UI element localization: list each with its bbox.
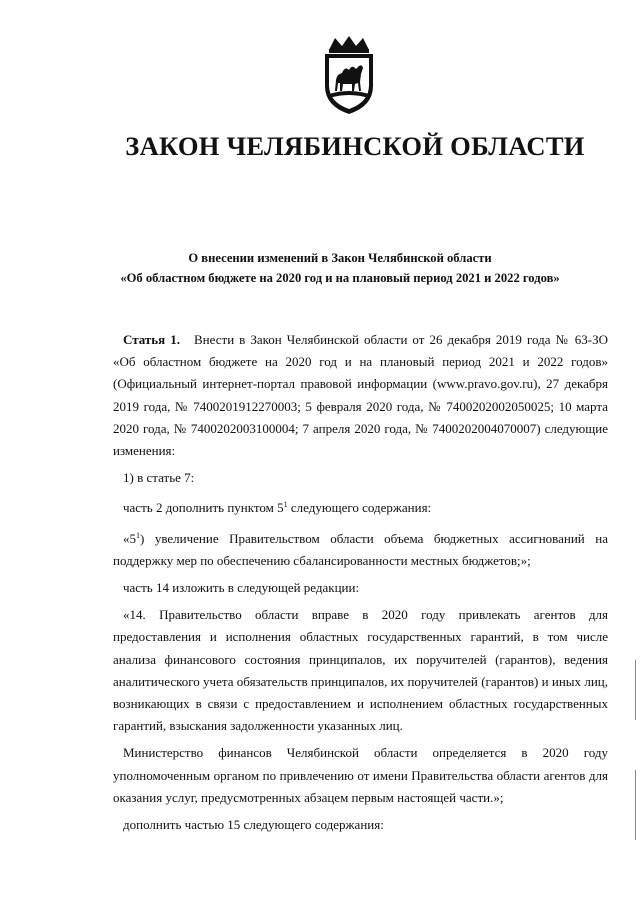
quote-start: «5 <box>123 530 136 546</box>
margin-mark <box>635 770 636 840</box>
ministry-paragraph: Министерство финансов Челябинской области определяется в 2020 году уполномоченным органом по привлечению от имени Правительства области агентов для оказания услуг, предусмотренных абзацем первым настоящей части.»; <box>113 745 608 805</box>
point-5-1-quote <box>113 525 608 572</box>
article-body <box>113 329 608 836</box>
margin-mark <box>635 660 636 720</box>
part-2-text: часть 2 дополнить пунктом 5 <box>123 500 284 516</box>
part-2-text-end: следующего содержания: <box>287 500 432 516</box>
article-intro-text: Внести в Закон Челябинской области от 26 декабря 2019 года № 63-ЗО «Об областном бюджете на 2020 год и на плановый период 2021 и 2022 годов» (Официальный интернет-портал правовой информации (www.pravo.gov.ru), 27 декабря 2019 года, № 7400201912270003; 5 февраля 2020 года, № 7400202002050025; 10 марта 2020 года, № 7400202003100004; 7 апреля 2020 года, № 7400202004070007) следующие изменения: <box>113 332 609 459</box>
chelyabinsk-coat-of-arms-icon <box>315 36 383 116</box>
law-subtitle <box>60 248 620 288</box>
article-intro <box>113 329 608 462</box>
part-15-instruction: дополнить частью 15 следующего содержания: <box>123 817 384 833</box>
subtitle-line-1: О внесении изменений в Закон Челябинской области <box>188 251 492 265</box>
article-label: Статья 1. <box>123 332 181 347</box>
subtitle-line-2: «Об областном бюджете на 2020 год и на плановый период 2021 и 2022 годов» <box>120 271 560 285</box>
part-2-superscript: 1 <box>283 500 288 510</box>
quote-text: ) увеличение Правительством области объема бюджетных ассигнований на поддержку мер по обеспечению сбалансированности местных бюджетов;»; <box>113 530 608 568</box>
item-1: 1) в статье 7: <box>123 470 195 486</box>
part-2-amendment <box>113 494 608 519</box>
law-title: ЗАКОН ЧЕЛЯБИНСКОЙ ОБЛАСТИ <box>125 131 585 161</box>
part-14-text: «14. Правительство области вправе в 2020 году привлекать агентов для предоставления и исполнения областных государственных гарантий, в том числе анализа финансового состояния принципалов, их поручителей (гарантов), ведения аналитического учета обязательств принципалов, их поручителей (гарантов) и иных лиц, возникающих в связи с предоставлением и исполнением областных государственных гарантий, взыскания задолженности указанных лиц. <box>113 607 608 734</box>
part-14-instruction: часть 14 изложить в следующей редакции: <box>123 580 360 596</box>
quote-superscript: 1 <box>136 530 140 540</box>
